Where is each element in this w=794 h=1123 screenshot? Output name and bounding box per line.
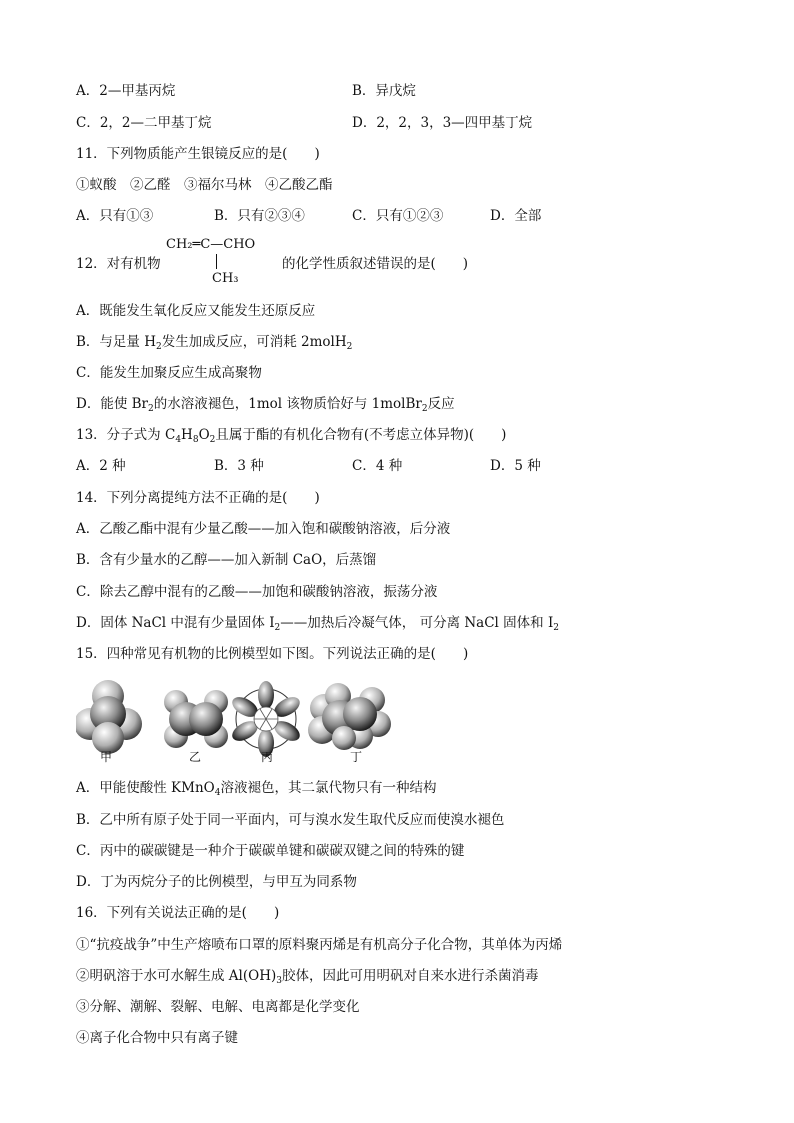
subscript: 2 bbox=[274, 623, 281, 633]
q14-option-d-text: ——加热后冷凝气体， 可分离 NaCl 固体和 I bbox=[280, 615, 554, 631]
subscript: 2 bbox=[421, 404, 428, 414]
q15-option-d: D．丁为丙烷分子的比例模型，与甲互为同系物 bbox=[76, 874, 357, 890]
q13-option-c: C．4 种 bbox=[352, 458, 403, 474]
q12-option-b-text: 发生加成反应，可消耗 2molH bbox=[161, 334, 347, 350]
q15-option-a-text: A．甲能使酸性 KMnO bbox=[76, 780, 215, 796]
subscript: 4 bbox=[175, 435, 182, 445]
q12-option-b-text: B．与足量 H bbox=[76, 334, 156, 350]
q12-stem-suffix: 的化学性质叙述错误的是( ) bbox=[282, 256, 469, 272]
q13-stem bbox=[76, 426, 506, 444]
q12-option-a: A．既能发生氧化反应又能发生还原反应 bbox=[76, 303, 316, 319]
q10-option-b: B．异戊烷 bbox=[352, 83, 416, 99]
q15-option-b: B．乙中所有原子处于同一平面内，可与溴水发生取代反应而使溴水褪色 bbox=[76, 812, 505, 828]
q14-option-a: A．乙酸乙酯中混有少量乙酸——加入饱和碳酸钠溶液，后分液 bbox=[76, 521, 451, 537]
q16-item-2 bbox=[76, 967, 538, 985]
q11-option-a: A．只有①③ bbox=[76, 208, 154, 224]
q11-option-c: C．只有①②③ bbox=[352, 208, 444, 224]
q11-stem: 11．下列物质能产生银镜反应的是( ) bbox=[76, 146, 320, 162]
q14-option-d-text: D．固体 NaCl 中混有少量固体 I bbox=[76, 615, 275, 631]
q15-stem: 15．四种常见有机物的比例模型如下图。下列说法正确的是( ) bbox=[76, 646, 469, 662]
q14-option-b: B．含有少量水的乙醇——加入新制 CaO，后蒸馏 bbox=[76, 552, 377, 568]
q13-stem-text: O bbox=[198, 427, 210, 443]
molecule-models-figure bbox=[76, 678, 396, 770]
model-label-jia: 甲 bbox=[100, 750, 113, 764]
q14-option-d bbox=[76, 614, 559, 632]
model-label-yi: 乙 bbox=[189, 750, 202, 764]
q12-option-d-text: D．能使 Br bbox=[76, 396, 148, 412]
q11-option-b: B．只有②③④ bbox=[214, 208, 305, 224]
q12-formula-main-chain: CH₂═C—CHO bbox=[166, 237, 256, 252]
ethanol-model bbox=[308, 683, 391, 750]
q16-item-2-text: 胶体，因此可用明矾对自来水进行杀菌消毒 bbox=[281, 968, 539, 984]
q15-option-a bbox=[76, 779, 436, 797]
q12-formula-bond bbox=[216, 254, 217, 269]
q16-item-2-text: ②明矾溶于水可水解生成 Al(OH) bbox=[76, 968, 277, 984]
subscript: 2 bbox=[346, 342, 353, 352]
q10-option-a: A．2—甲基丙烷 bbox=[76, 83, 176, 99]
q13-stem-text: 13．分子式为 C bbox=[76, 427, 176, 443]
ethylene-model bbox=[164, 690, 228, 748]
q11-items: ①蚁酸 ②乙醛 ③福尔马林 ④乙酸乙酯 bbox=[76, 177, 333, 193]
q13-option-a: A．2 种 bbox=[76, 458, 126, 474]
subscript: 8 bbox=[192, 435, 199, 445]
q12-option-b bbox=[76, 333, 352, 351]
q12-option-d bbox=[76, 395, 455, 413]
q12-structural-formula bbox=[166, 235, 286, 289]
q14-stem: 14．下列分离提纯方法不正确的是( ) bbox=[76, 490, 320, 506]
subscript: 4 bbox=[214, 788, 221, 798]
q15-option-c: C．丙中的碳碳键是一种介于碳碳单键和碳碳双键之间的特殊的键 bbox=[76, 843, 465, 859]
q10-option-c: C．2，2—二甲基丁烷 bbox=[76, 115, 212, 131]
subscript: 2 bbox=[156, 342, 162, 352]
q16-item-4: ④离子化合物中只有离子键 bbox=[76, 1030, 238, 1046]
q12-option-c: C．能发生加聚反应生成高聚物 bbox=[76, 365, 262, 381]
q15-option-a-text: 溶液褪色，其二氯代物只有一种结构 bbox=[220, 780, 437, 796]
q16-stem: 16．下列有关说法正确的是( ) bbox=[76, 905, 280, 921]
q13-option-d: D．5 种 bbox=[490, 458, 541, 474]
q12-stem-prefix: 12．对有机物 bbox=[76, 256, 161, 272]
q13-option-b: B．3 种 bbox=[214, 458, 264, 474]
q11-option-d: D．全部 bbox=[490, 208, 542, 224]
subscript: 2 bbox=[553, 623, 560, 633]
q16-item-1: ①“抗疫战争”中生产熔喷布口罩的原料聚丙烯是有机高分子化合物，其单体为丙烯 bbox=[76, 937, 563, 953]
model-label-ding: 丁 bbox=[350, 750, 363, 764]
q14-option-c: C．除去乙醇中混有的乙酸——加饱和碳酸钠溶液，振荡分液 bbox=[76, 584, 438, 600]
benzene-model bbox=[229, 681, 303, 757]
subscript: 3 bbox=[276, 976, 282, 986]
q16-item-3: ③分解、潮解、裂解、电解、电离都是化学变化 bbox=[76, 999, 360, 1015]
q12-option-d-text: 的水溶液褪色，1mol 该物质恰好与 1molBr bbox=[153, 396, 422, 412]
methane-model bbox=[76, 680, 142, 754]
q12-option-d-text: 反应 bbox=[427, 396, 455, 412]
subscript: 2 bbox=[209, 435, 216, 445]
q10-option-d: D．2，2，3，3—四甲基丁烷 bbox=[352, 115, 533, 131]
model-label-bing: 丙 bbox=[261, 750, 274, 764]
q12-formula-methyl: CH₃ bbox=[212, 271, 239, 286]
subscript: 2 bbox=[148, 404, 154, 414]
q13-stem-text: 且属于酯的有机化合物有(不考虑立体异物)( ) bbox=[215, 427, 507, 443]
q13-stem-text: H bbox=[181, 427, 193, 443]
